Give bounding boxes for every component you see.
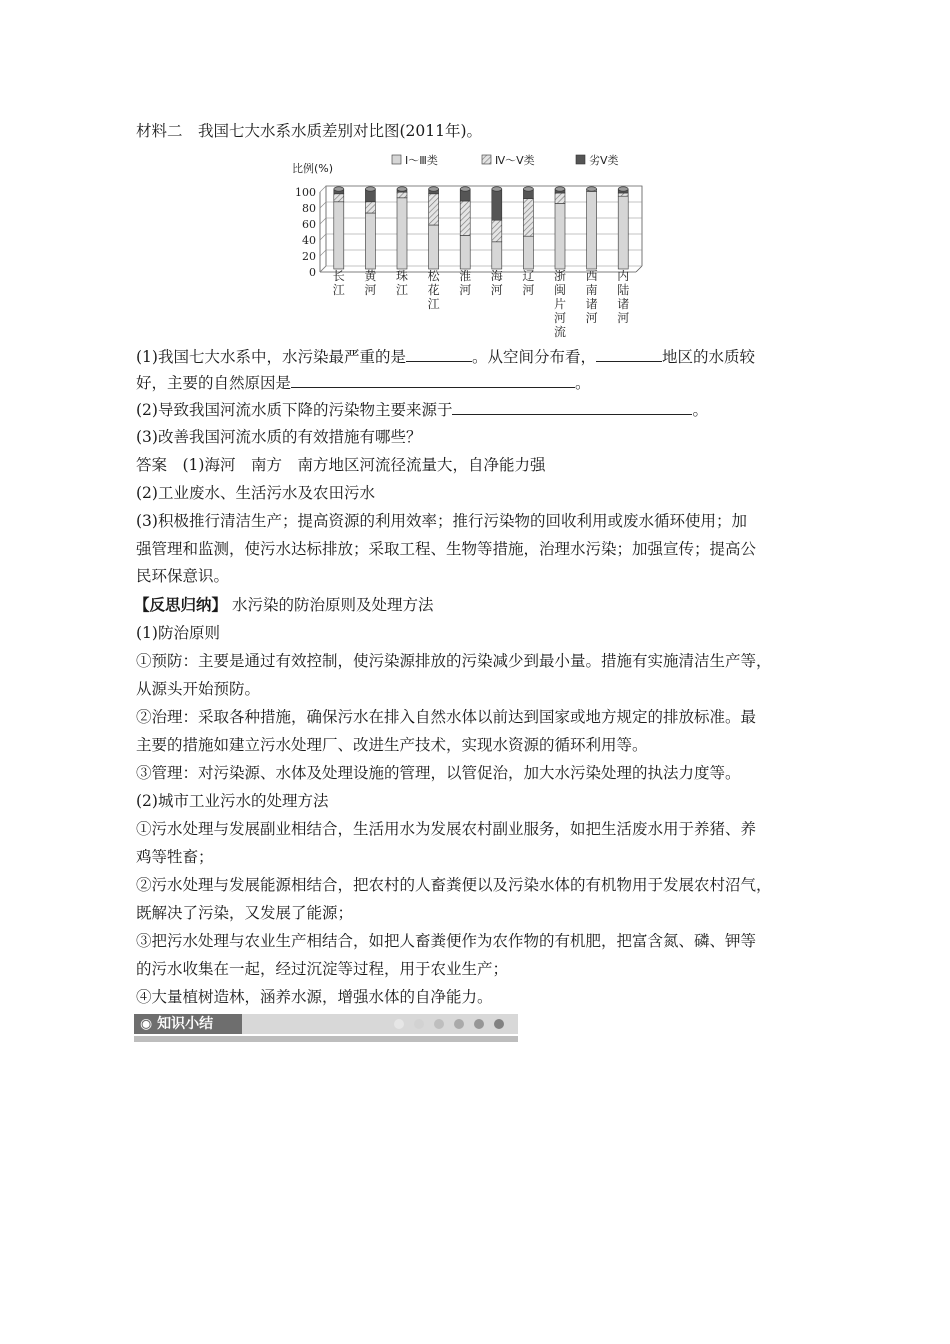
x-tick-label-char: 诸 (617, 297, 630, 311)
x-tick-label-char: 南 (585, 283, 598, 297)
water-quality-chart (280, 152, 650, 342)
y-tick-label: 0 (309, 266, 316, 279)
banner-dot (394, 1019, 404, 1029)
bar-segment (555, 193, 565, 203)
principle-treat-line-2: 主要的措施如建立污水处理厂、改进生产技术，实现水资源的循环利用等。 (136, 736, 648, 754)
x-tick-label-char: 花 (427, 283, 440, 297)
bar-segment (397, 198, 407, 269)
answer-line-1: 答案 (1)海河 南方 南方地区河流径流量大，自净能力强 (136, 456, 546, 474)
x-tick-label-char: 河 (553, 311, 567, 325)
q1-blank-1[interactable] (406, 345, 472, 362)
bar-cap (523, 187, 533, 191)
q2-blank[interactable] (452, 398, 692, 415)
x-tick-label-char: 江 (332, 283, 345, 297)
bar-segment (429, 194, 439, 225)
y-axis-label: 比例(%) (292, 162, 334, 175)
bar-segment (429, 225, 439, 269)
legend-swatch (576, 155, 585, 164)
bar-segment (492, 242, 502, 269)
x-tick-label-char: 长 (332, 269, 345, 283)
bar-segment (397, 192, 407, 198)
bar-segment (492, 189, 502, 220)
banner-dot (434, 1019, 444, 1029)
method-1-line-1: ①污水处理与发展副业相结合，生活用水为发展农村副业服务，如把生活废水用于养猪、养 (136, 820, 757, 838)
x-tick-label-char: 西 (585, 269, 598, 283)
bar-cap (460, 187, 470, 191)
x-tick-label-char: 江 (395, 283, 409, 297)
gridline-side (320, 186, 326, 192)
reflection-heading-text: 水污染的防治原则及处理方法 (231, 596, 434, 614)
q1-line2-end: 。 (575, 374, 591, 392)
bar-segment (523, 199, 533, 237)
stacked-bar-chart (280, 152, 650, 342)
gridline-side (320, 250, 326, 256)
gridline-side (320, 218, 326, 224)
treatment-methods-title: (2)城市工业污水的处理方法 (136, 792, 329, 810)
x-tick-label-char: 诸 (585, 297, 598, 311)
material-title: 材料二 我国七大水系水质差别对比图(2011年)。 (136, 122, 483, 140)
y-tick-label: 60 (302, 218, 316, 231)
method-3-line-1: ③把污水处理与农业生产相结合，如把人畜粪便作为农作物的有机肥，把富含氮、磷、钾等 (136, 932, 757, 950)
gridline-side (320, 234, 326, 240)
bar-segment (365, 213, 375, 269)
question-3: (3)改善我国河流水质的有效措施有哪些？ (136, 428, 422, 446)
x-tick-label-char: 淮 (459, 269, 472, 283)
y-tick-label: 80 (302, 202, 316, 215)
method-2-line-1: ②污水处理与发展能源相结合，把农村的人畜粪便以及污染水体的有机物用于发展农村沼气， (136, 876, 772, 894)
q1-blank-2[interactable] (596, 345, 662, 362)
x-tick-label-char: 陆 (617, 283, 630, 297)
bar-segment (492, 220, 502, 242)
bar-cap (365, 187, 375, 191)
principle-treat-line-1: ②治理：采取各种措施，确保污水在排入自然水体以前达到国家或地方规定的排放标准。最 (136, 708, 757, 726)
x-tick-label-char: 内 (617, 269, 630, 283)
bar-cap (587, 187, 597, 191)
x-tick-label-char: 流 (553, 325, 567, 339)
bar-cap (429, 187, 439, 191)
reflection-heading (134, 592, 814, 618)
x-tick-label-char: 片 (553, 297, 567, 311)
bar-segment (523, 236, 533, 269)
method-4-line-1: ④大量植树造林，涵养水源，增强水体的自净能力。 (136, 988, 493, 1006)
legend-swatch (392, 155, 401, 164)
banner-strip (242, 1014, 518, 1034)
x-tick-label-char: 河 (364, 283, 377, 297)
x-tick-label-char: 江 (427, 297, 440, 311)
principle-prevent-line-2: 从源头开始预防。 (136, 680, 261, 698)
banner-underline (134, 1036, 518, 1042)
principle-manage-line-1: ③管理：对污染源、水体及处理设施的管理，以管促治，加大水污染处理的执法力度等。 (136, 764, 741, 782)
x-tick-label-char: 河 (490, 283, 503, 297)
x-tick-label-char: 海 (490, 269, 503, 283)
bar-segment (334, 194, 344, 202)
bar-segment (587, 191, 597, 269)
q1-blank-3[interactable] (291, 371, 575, 388)
y-tick-label: 20 (302, 250, 316, 263)
y-tick-label: 40 (302, 234, 316, 247)
question-1-line-1 (136, 344, 816, 370)
q1-text-a: (1)我国七大水系中，水污染最严重的是 (136, 348, 406, 366)
q1-line2-text: 好，主要的自然原因是 (136, 374, 292, 392)
method-1-line-2: 鸡等牲畜； (136, 848, 214, 866)
q2-text: (2)导致我国河流水质下降的污染物主要来源于 (136, 401, 453, 419)
q1-text-b: 。从空间分布看， (471, 348, 596, 366)
reflection-bracket: 【反思归纳】 (134, 595, 228, 614)
y-tick-label: 100 (295, 186, 316, 199)
bar-segment (618, 196, 628, 269)
bar-cap (492, 187, 502, 191)
x-tick-label-char: 河 (585, 311, 598, 325)
bar-segment (365, 202, 375, 213)
x-tick-label-char: 河 (522, 283, 535, 297)
x-tick-label-char: 珠 (395, 269, 409, 283)
q1-text-c: 地区的水质较 (661, 348, 755, 366)
legend-label: Ⅳ～Ⅴ类 (495, 154, 535, 167)
q2-end: 。 (692, 401, 708, 419)
banner-dot (474, 1019, 484, 1029)
legend-label: Ⅰ～Ⅲ类 (405, 154, 438, 167)
bar-segment (555, 203, 565, 269)
answer-line-2: (2)工业废水、生活污水及农田污水 (136, 484, 375, 502)
x-tick-label-char: 河 (459, 283, 472, 297)
answer-line-3: (3)积极推行清洁生产；提高资源的利用效率；推行污染物的回收利用或废水循环使用；加 (136, 512, 747, 530)
gridline-side (320, 266, 326, 272)
legend-label: 劣Ⅴ类 (589, 154, 619, 167)
method-2-line-2: 既解决了污染，又发展了能源； (136, 904, 354, 922)
principle-prevent-line-1: ①预防：主要是通过有效控制，使污染源排放的污染减少到最小量。措施有实施清洁生产等， (136, 652, 772, 670)
banner-dot (414, 1019, 424, 1029)
x-tick-label-char: 河 (617, 311, 630, 325)
axis-corner (636, 266, 642, 272)
bar-cap (555, 187, 565, 191)
banner-dot (454, 1019, 464, 1029)
banner-dot (494, 1019, 504, 1029)
bar-segment (334, 202, 344, 269)
x-tick-label-char: 松 (427, 269, 440, 283)
bar-cap (334, 187, 344, 191)
prevention-principles-title: (1)防治原则 (136, 624, 220, 642)
bar-cap (397, 187, 407, 191)
bar-segment (460, 235, 470, 269)
x-tick-label-char: 浙 (553, 269, 567, 283)
x-tick-label-char: 黄 (364, 269, 377, 283)
answer-line-5: 民环保意识。 (136, 567, 230, 585)
x-tick-label-char: 辽 (522, 269, 535, 283)
bar-segment (460, 201, 470, 235)
banner-label: ◉ 知识小结 (134, 1014, 242, 1034)
question-2 (136, 397, 816, 423)
method-3-line-2: 的污水收集在一起，经过沉淀等过程，用于农业生产； (136, 960, 509, 978)
x-tick-label-char: 闽 (553, 283, 567, 297)
gridline-side (320, 202, 326, 208)
answer-line-4: 强管理和监测，使污水达标排放；采取工程、生物等措施，治理水污染；加强宣传；提高公 (136, 540, 757, 558)
legend-swatch (482, 155, 491, 164)
knowledge-summary-banner (134, 1014, 518, 1042)
bar-segment (618, 193, 628, 196)
bar-cap (618, 187, 628, 191)
question-1-line-2 (136, 370, 816, 396)
